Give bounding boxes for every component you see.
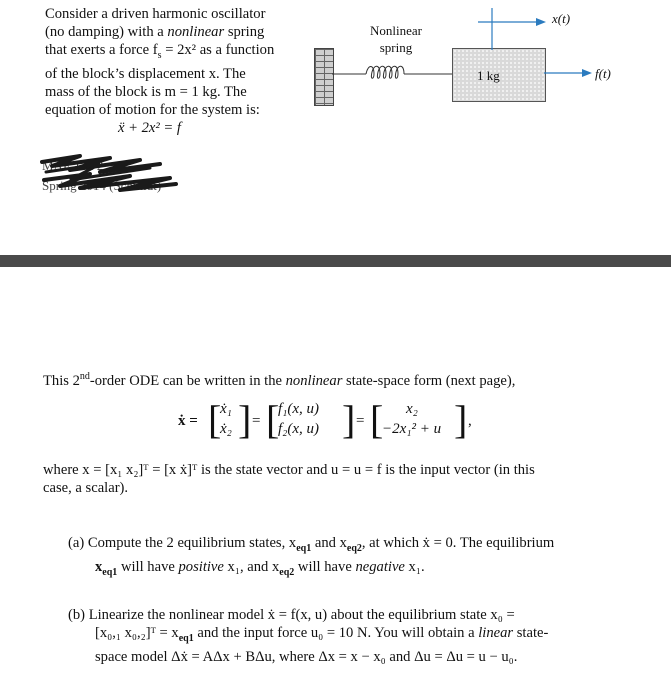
state-space-equation xyxy=(178,398,478,448)
bracket: ] xyxy=(454,397,468,442)
equals-2: = xyxy=(356,413,365,429)
bracket: [ xyxy=(266,397,280,442)
intro-line-5: mass of the block is m = 1 kg. The xyxy=(45,83,247,100)
rhs-1: x₂ xyxy=(406,401,418,417)
displacement-label: x(t) xyxy=(552,11,571,26)
equals-1: = xyxy=(252,413,261,429)
bracket: [ xyxy=(370,397,384,442)
redacted-header: MAE 171 2 Spring 2014 (Schmidt) xyxy=(42,158,162,193)
f1: f₁(x, u) xyxy=(278,401,320,417)
part-b: (b) Linearize the nonlinear model ẋ = f(x, u) about the equilibrium state x₀ = [x₀,₁ x₀,₂]ᵀ = $x_{eq1}$ and the input force u₀ = 10 N. You will obtain a linear state- space model Δẋ = AΔx + BΔu, where Δx = x − x₀ and Δu = Δu = u − u₀. xyxy=(68,607,549,665)
redaction-scribble-icon xyxy=(40,150,180,194)
spring-label: Nonlinear spring xyxy=(370,23,422,55)
xdot-lhs: ẋ = xyxy=(178,413,198,429)
state-space-intro: This 2nd-order ODE can be written in the nonlinear state-space form (next page), xyxy=(43,371,516,389)
bracket: ] xyxy=(342,397,356,442)
part-b-label: (b) xyxy=(68,607,86,623)
bracket: ] xyxy=(238,397,252,442)
f2: f₂(x, u) xyxy=(278,421,320,437)
equation-of-motion: ẍ + 2x² = f xyxy=(118,119,181,136)
mass-label: 1 kg xyxy=(477,68,500,83)
intro-line-6: equation of motion for the system is: xyxy=(45,101,260,118)
intro-line-4: of the block’s displacement x. The xyxy=(45,65,246,82)
displacement-arrow-icon xyxy=(478,4,548,54)
intro-line-3: that exerts a force $f_s = 2x^2$ as a function xyxy=(45,42,275,61)
state-definition: where x = [x₁ x₂]ᵀ = [x ẋ]ᵀ is the state vector and u = u = f is the input vector (in this case, a scalar). xyxy=(43,462,535,496)
xdot2: ẋ₂ xyxy=(220,421,232,437)
intro-line-1: Consider a driven harmonic oscillator xyxy=(45,6,266,22)
force-arrow-icon xyxy=(544,66,592,80)
intro-line-2: (no damping) with a nonlinear spring xyxy=(45,24,265,40)
rhs-2: −2x₁² + u xyxy=(382,421,442,437)
part-a: (a) Compute the 2 equilibrium states, $x_{eq1}$ and $x_{eq2}$, at which ẋ = 0. The equilibrium $x_{eq1}$ will have positive x₁, and $x_{eq2}$ will have negative x₁. xyxy=(68,535,555,578)
force-label: f(t) xyxy=(595,66,611,81)
part-a-label: (a) xyxy=(68,535,85,551)
bracket: [ xyxy=(208,397,222,442)
eq-comma: , xyxy=(468,413,472,429)
page-divider xyxy=(0,255,671,267)
spring-icon xyxy=(330,60,454,84)
xdot1: ẋ₁ xyxy=(220,401,232,417)
problem-intro xyxy=(45,5,299,137)
